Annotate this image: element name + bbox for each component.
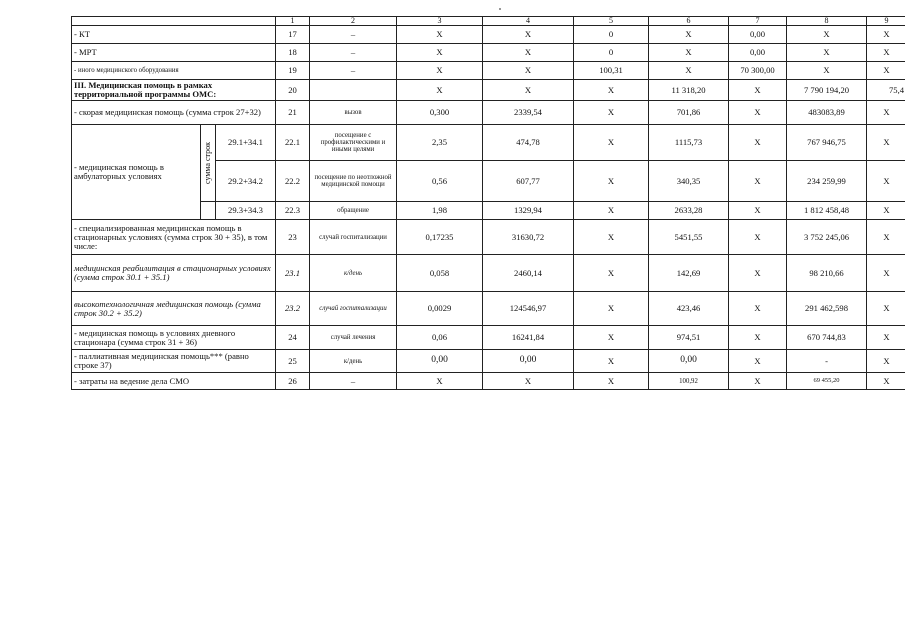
sum-formula: 29.2+34.2 <box>216 161 276 202</box>
cell-col6: 0,00 <box>649 350 729 373</box>
row-number: 19 <box>276 62 310 80</box>
table-row <box>72 101 905 125</box>
cell-col9: Х <box>867 292 905 326</box>
oms-financing-table <box>71 16 905 390</box>
cell-col9: Х <box>867 62 905 80</box>
cell-col8: 98 210,66 <box>787 255 867 292</box>
row-label: высокотехнологичная медицинская помощь (сумма строк 30.2 + 35.2) <box>72 292 276 326</box>
row-unit: – <box>310 26 397 44</box>
sum-formula: 29.3+34.3 <box>216 202 276 220</box>
col-header-1: 1 <box>276 17 310 26</box>
cell-col5: Х <box>574 350 649 373</box>
cell-col6: Х <box>649 62 729 80</box>
cell-col8: - <box>787 350 867 373</box>
cell-col5: Х <box>574 202 649 220</box>
row-unit: случай лечения <box>310 326 397 350</box>
row-unit: посещение по неотложной медицинской помощи <box>310 161 397 202</box>
cell-col7: 70 300,00 <box>729 62 787 80</box>
cell-col7: Х <box>729 80 787 101</box>
row-unit: случай госпитализации <box>310 292 397 326</box>
row-unit: случай госпитализации <box>310 220 397 255</box>
row-label: III. Медицинская помощь в рамках территориальной программы ОМС: <box>72 80 276 101</box>
column-number-row <box>72 17 905 26</box>
cell-col7: Х <box>729 255 787 292</box>
cell-col6: 340,35 <box>649 161 729 202</box>
cell-col7: Х <box>729 161 787 202</box>
cell-col4: Х <box>483 26 574 44</box>
row-label: - специализированная медицинская помощь в стационарных условиях (сумма строк 30 + 35), в том числе: <box>72 220 276 255</box>
cell-col4: Х <box>483 62 574 80</box>
table-row <box>72 62 905 80</box>
cell-col4: Х <box>483 373 574 390</box>
cell-col3: 0,06 <box>397 326 483 350</box>
cell-col6: 974,51 <box>649 326 729 350</box>
cell-col4: 16241,84 <box>483 326 574 350</box>
cell-col8: 1 812 458,48 <box>787 202 867 220</box>
cell-col5: Х <box>574 373 649 390</box>
cell-col6: Х <box>649 26 729 44</box>
cell-col3: 0,058 <box>397 255 483 292</box>
col-header-9: 9 <box>867 17 905 26</box>
cell-col4: 2460,14 <box>483 255 574 292</box>
col-header-5: 5 <box>574 17 649 26</box>
cell-col9: Х <box>867 350 905 373</box>
row-number: 23.2 <box>276 292 310 326</box>
row-number: 23.1 <box>276 255 310 292</box>
row-unit <box>310 80 397 101</box>
cell-col3: Х <box>397 62 483 80</box>
cell-col4: 0,00 <box>483 350 574 373</box>
cell-col8: 291 462,598 <box>787 292 867 326</box>
row-label: - иного медицинского оборудования <box>72 62 276 80</box>
cell-col6: 142,69 <box>649 255 729 292</box>
cell-col7: 0,00 <box>729 44 787 62</box>
cell-col3: Х <box>397 44 483 62</box>
cell-col9: 75,4 <box>867 80 905 101</box>
cell-col8: 69 455,20 <box>787 373 867 390</box>
cell-col7: Х <box>729 125 787 161</box>
cell-col5: Х <box>574 326 649 350</box>
row-unit: – <box>310 373 397 390</box>
cell-col5: Х <box>574 80 649 101</box>
table-row <box>72 125 905 161</box>
cell-col6: 5451,55 <box>649 220 729 255</box>
cell-col9: Х <box>867 220 905 255</box>
cell-col9: Х <box>867 202 905 220</box>
cell-col6: 1115,73 <box>649 125 729 161</box>
cell-col4: 1329,94 <box>483 202 574 220</box>
cell-col4: 2339,54 <box>483 101 574 125</box>
table-row <box>72 255 905 292</box>
cell-col7: Х <box>729 373 787 390</box>
table-row <box>72 373 905 390</box>
row-unit: к/день <box>310 255 397 292</box>
cell-col9: Х <box>867 255 905 292</box>
cell-col4: 474,78 <box>483 125 574 161</box>
cell-col3: 2,35 <box>397 125 483 161</box>
cell-col9: Х <box>867 125 905 161</box>
table-row <box>72 44 905 62</box>
col-header-3: 3 <box>397 17 483 26</box>
cell-col7: Х <box>729 220 787 255</box>
cell-col4: Х <box>483 44 574 62</box>
row-label: - медицинская помощь в условиях дневного стационара (сумма строк 31 + 36) <box>72 326 276 350</box>
cell-col7: Х <box>729 202 787 220</box>
cell-col8: Х <box>787 26 867 44</box>
sum-rows-vertical-cell <box>201 125 216 202</box>
cell-col9: Х <box>867 373 905 390</box>
cell-col3: 0,17235 <box>397 220 483 255</box>
cell-col6: 100,92 <box>649 373 729 390</box>
cell-col4: 124546,97 <box>483 292 574 326</box>
cell-col5: 0 <box>574 44 649 62</box>
row-number: 20 <box>276 80 310 101</box>
row-label: - МРТ <box>72 44 276 62</box>
cell-col3: 0,0029 <box>397 292 483 326</box>
cell-col6: 2633,28 <box>649 202 729 220</box>
cell-col8: 483083,89 <box>787 101 867 125</box>
cell-col3: Х <box>397 26 483 44</box>
row-unit: – <box>310 44 397 62</box>
row-number: 21 <box>276 101 310 125</box>
sum-rows-blank <box>201 202 216 220</box>
cell-col5: Х <box>574 125 649 161</box>
cell-col4: 31630,72 <box>483 220 574 255</box>
table-row <box>72 326 905 350</box>
row-unit: обращение <box>310 202 397 220</box>
cell-col7: Х <box>729 101 787 125</box>
cell-col6: 701,86 <box>649 101 729 125</box>
row-label: - скорая медицинская помощь (сумма строк 27+32) <box>72 101 276 125</box>
cell-col9: Х <box>867 26 905 44</box>
row-number: 25 <box>276 350 310 373</box>
ambulatory-label: - медицинская помощь в амбулаторных условиях <box>72 125 201 220</box>
cell-col8: 670 744,83 <box>787 326 867 350</box>
row-unit: – <box>310 62 397 80</box>
cell-col8: Х <box>787 62 867 80</box>
col-header-2: 2 <box>310 17 397 26</box>
cell-col5: Х <box>574 292 649 326</box>
row-unit: посещение с профилактическими и иными целями <box>310 125 397 161</box>
cell-col8: Х <box>787 44 867 62</box>
row-label: - затраты на ведение дела СМО <box>72 373 276 390</box>
row-number: 23 <box>276 220 310 255</box>
row-number: 22.1 <box>276 125 310 161</box>
sum-rows-vertical-label: сумма строк <box>202 142 212 185</box>
cell-col5: Х <box>574 101 649 125</box>
cell-col8: 767 946,75 <box>787 125 867 161</box>
table-row <box>72 220 905 255</box>
cell-col7: Х <box>729 326 787 350</box>
cell-col7: 0,00 <box>729 26 787 44</box>
cell-col5: Х <box>574 161 649 202</box>
cell-col3: 0,00 <box>397 350 483 373</box>
header-blank <box>72 17 276 26</box>
table-row <box>72 350 905 373</box>
table-row <box>72 80 905 101</box>
cell-col9: Х <box>867 161 905 202</box>
row-number: 26 <box>276 373 310 390</box>
cell-col5: Х <box>574 255 649 292</box>
cell-col4: 607,77 <box>483 161 574 202</box>
row-number: 18 <box>276 44 310 62</box>
cell-col3: 0,300 <box>397 101 483 125</box>
table-row <box>72 292 905 326</box>
row-unit: вызов <box>310 101 397 125</box>
row-number: 22.2 <box>276 161 310 202</box>
row-label: медицинская реабилитация в стационарных условиях (сумма строк 30.1 + 35.1) <box>72 255 276 292</box>
cell-col7: Х <box>729 292 787 326</box>
row-label: - КТ <box>72 26 276 44</box>
row-number: 22.3 <box>276 202 310 220</box>
table-row <box>72 26 905 44</box>
col-header-4: 4 <box>483 17 574 26</box>
row-number: 17 <box>276 26 310 44</box>
cell-col6: Х <box>649 44 729 62</box>
cell-col4: Х <box>483 80 574 101</box>
cell-col5: Х <box>574 220 649 255</box>
cell-col7: Х <box>729 350 787 373</box>
cell-col3: 0,56 <box>397 161 483 202</box>
row-label: - паллиативная медицинская помощь*** (равно строке 37) <box>72 350 276 373</box>
cell-col5: 0 <box>574 26 649 44</box>
scan-speck <box>499 8 501 10</box>
cell-col9: Х <box>867 44 905 62</box>
col-header-6: 6 <box>649 17 729 26</box>
cell-col5: 100,31 <box>574 62 649 80</box>
row-unit: к/день <box>310 350 397 373</box>
cell-col9: Х <box>867 326 905 350</box>
sum-formula: 29.1+34.1 <box>216 125 276 161</box>
cell-col8: 3 752 245,06 <box>787 220 867 255</box>
cell-col3: Х <box>397 80 483 101</box>
row-number: 24 <box>276 326 310 350</box>
cell-col6: 423,46 <box>649 292 729 326</box>
col-header-7: 7 <box>729 17 787 26</box>
col-header-8: 8 <box>787 17 867 26</box>
cell-col8: 234 259,99 <box>787 161 867 202</box>
cell-col3: 1,98 <box>397 202 483 220</box>
cell-col8: 7 790 194,20 <box>787 80 867 101</box>
cell-col6: 11 318,20 <box>649 80 729 101</box>
cell-col3: Х <box>397 373 483 390</box>
cell-col9: Х <box>867 101 905 125</box>
